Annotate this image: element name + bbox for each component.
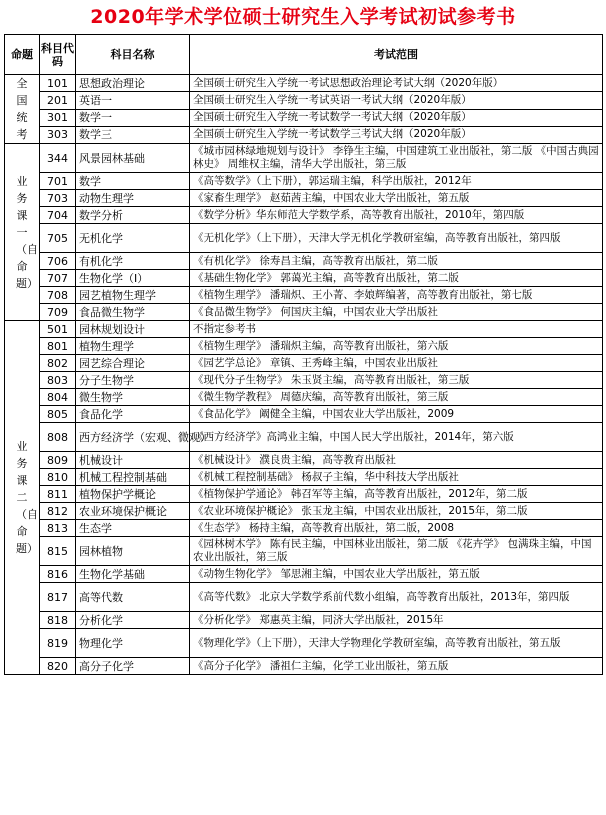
table-row xyxy=(5,224,603,253)
range-cell: 《园艺学总论》 章镇、王秀峰主编，中国农业出版社 xyxy=(190,355,603,372)
header-range: 考试范围 xyxy=(190,35,603,75)
code-cell: 820 xyxy=(40,658,76,675)
table-row xyxy=(5,537,603,566)
table-row xyxy=(5,92,603,109)
code-cell: 709 xyxy=(40,304,76,321)
group-label: 业务课二（自命题） xyxy=(16,440,38,555)
range-cell: 《城市园林绿地规划与设计》 李铮生主编，中国建筑工业出版社，第二版 《中国古典园林史》 周维权主编，清华大学出版社，第三版 xyxy=(190,144,603,173)
code-cell: 817 xyxy=(40,583,76,612)
range-cell: 《物理化学》（上下册），天津大学物理化学教研室编，高等教育出版社，第五版 xyxy=(190,629,603,658)
table-row xyxy=(5,423,603,452)
code-cell: 701 xyxy=(40,173,76,190)
group-label: 全国统考 xyxy=(16,77,28,141)
code-cell: 101 xyxy=(40,75,76,92)
table-row xyxy=(5,304,603,321)
range-cell: 《植物保护学通论》 韩召军等主编，高等教育出版社，2012年，第二版 xyxy=(190,486,603,503)
table-row xyxy=(5,173,603,190)
range-cell: 全国硕士研究生入学统一考试数学一考试大纲（2020年版） xyxy=(190,109,603,126)
code-cell: 819 xyxy=(40,629,76,658)
range-cell: 《西方经济学》高鸿业主编，中国人民大学出版社，2014年，第六版 xyxy=(190,423,603,452)
range-cell: 《食品微生物学》 何国庆主编，中国农业大学出版社 xyxy=(190,304,603,321)
name-cell: 食品化学 xyxy=(76,406,190,423)
header-code: 科目代码 xyxy=(40,35,76,75)
range-cell: 《植物生理学》 潘瑞炽、王小菁、李娘辉编著，高等教育出版社，第七版 xyxy=(190,287,603,304)
name-cell: 无机化学 xyxy=(76,224,190,253)
name-cell: 园林植物 xyxy=(76,537,190,566)
name-cell: 动物生理学 xyxy=(76,190,190,207)
range-cell: 《现代分子生物学》 朱玉贤主编，高等教育出版社，第三版 xyxy=(190,372,603,389)
table-row xyxy=(5,207,603,224)
code-cell: 811 xyxy=(40,486,76,503)
table-row xyxy=(5,253,603,270)
range-cell: 《动物生物化学》 邹思湘主编，中国农业大学出版社，第五版 xyxy=(190,566,603,583)
group-label-cell xyxy=(5,75,40,144)
code-cell: 706 xyxy=(40,253,76,270)
table-row xyxy=(5,612,603,629)
code-cell: 810 xyxy=(40,469,76,486)
code-cell: 818 xyxy=(40,612,76,629)
range-cell: 《数学分析》华东师范大学数学系，高等教育出版社，2010年，第四版 xyxy=(190,207,603,224)
table-row xyxy=(5,452,603,469)
name-cell: 数学三 xyxy=(76,126,190,143)
table-row xyxy=(5,503,603,520)
name-cell: 园林规划设计 xyxy=(76,321,190,338)
table-row xyxy=(5,406,603,423)
group-label: 业务课一（自命题） xyxy=(16,174,38,290)
range-cell: 《农业环境保护概论》 张玉龙主编，中国农业出版社，2015年，第二版 xyxy=(190,503,603,520)
table-row xyxy=(5,75,603,92)
group-label-cell xyxy=(5,144,40,321)
table-row xyxy=(5,520,603,537)
table-row xyxy=(5,658,603,675)
code-cell: 708 xyxy=(40,287,76,304)
table-row xyxy=(5,389,603,406)
code-cell: 705 xyxy=(40,224,76,253)
range-cell: 《植物生理学》 潘瑞炽主编，高等教育出版社，第六版 xyxy=(190,338,603,355)
name-cell: 高分子化学 xyxy=(76,658,190,675)
code-cell: 812 xyxy=(40,503,76,520)
range-cell: 《机械设计》 濮良贵主编，高等教育出版社 xyxy=(190,452,603,469)
table-row xyxy=(5,372,603,389)
name-cell: 物理化学 xyxy=(76,629,190,658)
code-cell: 344 xyxy=(40,144,76,173)
code-cell: 704 xyxy=(40,207,76,224)
range-cell: 《无机化学》（上下册），天津大学无机化学教研室编，高等教育出版社，第四版 xyxy=(190,224,603,253)
name-cell: 机械设计 xyxy=(76,452,190,469)
header-name: 科目名称 xyxy=(76,35,190,75)
range-cell: 《家畜生理学》 赵茹茜主编，中国农业大学出版社，第五版 xyxy=(190,190,603,207)
code-cell: 703 xyxy=(40,190,76,207)
range-cell: 全国硕士研究生入学统一考试思想政治理论考试大纲（2020年版） xyxy=(190,75,603,92)
table-row xyxy=(5,190,603,207)
name-cell: 生态学 xyxy=(76,520,190,537)
range-cell: 《机械工程控制基础》 杨叔子主编，华中科技大学出版社 xyxy=(190,469,603,486)
code-cell: 808 xyxy=(40,423,76,452)
name-cell: 微生物学 xyxy=(76,389,190,406)
range-cell: 《有机化学》 徐寿昌主编，高等教育出版社，第二版 xyxy=(190,253,603,270)
name-cell: 分析化学 xyxy=(76,612,190,629)
table-row xyxy=(5,355,603,372)
exam-table xyxy=(4,34,603,675)
code-cell: 201 xyxy=(40,92,76,109)
name-cell: 数学一 xyxy=(76,109,190,126)
code-cell: 809 xyxy=(40,452,76,469)
table-row xyxy=(5,270,603,287)
table-header-row xyxy=(5,35,603,75)
range-cell: 《高等代数》 北京大学数学系前代数小组编，高等教育出版社，2013年，第四版 xyxy=(190,583,603,612)
table-row xyxy=(5,566,603,583)
range-cell: 《分析化学》 郑惠英主编，同济大学出版社，2015年 xyxy=(190,612,603,629)
code-cell: 301 xyxy=(40,109,76,126)
page-title: 2020年学术学位硕士研究生入学考试初试参考书 xyxy=(90,6,516,28)
table-row xyxy=(5,338,603,355)
code-cell: 801 xyxy=(40,338,76,355)
name-cell: 高等代数 xyxy=(76,583,190,612)
range-cell: 《微生物学教程》 周德庆编，高等教育出版社，第三版 xyxy=(190,389,603,406)
group-label-cell xyxy=(5,321,40,675)
code-cell: 501 xyxy=(40,321,76,338)
name-cell: 数学分析 xyxy=(76,207,190,224)
table-row xyxy=(5,287,603,304)
code-cell: 815 xyxy=(40,537,76,566)
table-row xyxy=(5,629,603,658)
table-row xyxy=(5,126,603,143)
name-cell: 园艺植物生理学 xyxy=(76,287,190,304)
name-cell: 英语一 xyxy=(76,92,190,109)
name-cell: 植物保护学概论 xyxy=(76,486,190,503)
code-cell: 813 xyxy=(40,520,76,537)
name-cell: 生物化学基础 xyxy=(76,566,190,583)
code-cell: 707 xyxy=(40,270,76,287)
name-cell: 生物化学（Ⅰ） xyxy=(76,270,190,287)
table-row xyxy=(5,109,603,126)
header-group: 命题 xyxy=(5,35,40,75)
range-cell: 《高等数学》（上下册），郭运瑞主编，科学出版社，2012年 xyxy=(190,173,603,190)
name-cell: 数学 xyxy=(76,173,190,190)
range-cell: 不指定参考书 xyxy=(190,321,603,338)
name-cell: 西方经济学（宏观、微观） xyxy=(76,423,190,452)
range-cell: 《食品化学》 阚健全主编，中国农业大学出版社，2009 xyxy=(190,406,603,423)
range-cell: 全国硕士研究生入学统一考试英语一考试大纲（2020年版） xyxy=(190,92,603,109)
table-row xyxy=(5,321,603,338)
name-cell: 食品微生物学 xyxy=(76,304,190,321)
name-cell: 有机化学 xyxy=(76,253,190,270)
range-cell: 《基础生物化学》 郭蔼光主编，高等教育出版社，第二版 xyxy=(190,270,603,287)
range-cell: 《生态学》 杨持主编，高等教育出版社，第二版，2008 xyxy=(190,520,603,537)
name-cell: 风景园林基础 xyxy=(76,144,190,173)
name-cell: 思想政治理论 xyxy=(76,75,190,92)
range-cell: 《高分子化学》 潘祖仁主编，化学工业出版社，第五版 xyxy=(190,658,603,675)
table-row xyxy=(5,583,603,612)
code-cell: 803 xyxy=(40,372,76,389)
range-cell: 《园林树木学》 陈有民主编，中国林业出版社，第二版 《花卉学》 包满珠主编，中国农业出版社，第三版 xyxy=(190,537,603,566)
code-cell: 804 xyxy=(40,389,76,406)
code-cell: 303 xyxy=(40,126,76,143)
name-cell: 园艺综合理论 xyxy=(76,355,190,372)
code-cell: 805 xyxy=(40,406,76,423)
code-cell: 816 xyxy=(40,566,76,583)
table-row xyxy=(5,486,603,503)
name-cell: 植物生理学 xyxy=(76,338,190,355)
name-cell: 农业环境保护概论 xyxy=(76,503,190,520)
table-row xyxy=(5,469,603,486)
name-cell: 分子生物学 xyxy=(76,372,190,389)
table-row xyxy=(5,144,603,173)
name-cell: 机械工程控制基础 xyxy=(76,469,190,486)
code-cell: 802 xyxy=(40,355,76,372)
range-cell: 全国硕士研究生入学统一考试数学三考试大纲（2020年版） xyxy=(190,126,603,143)
